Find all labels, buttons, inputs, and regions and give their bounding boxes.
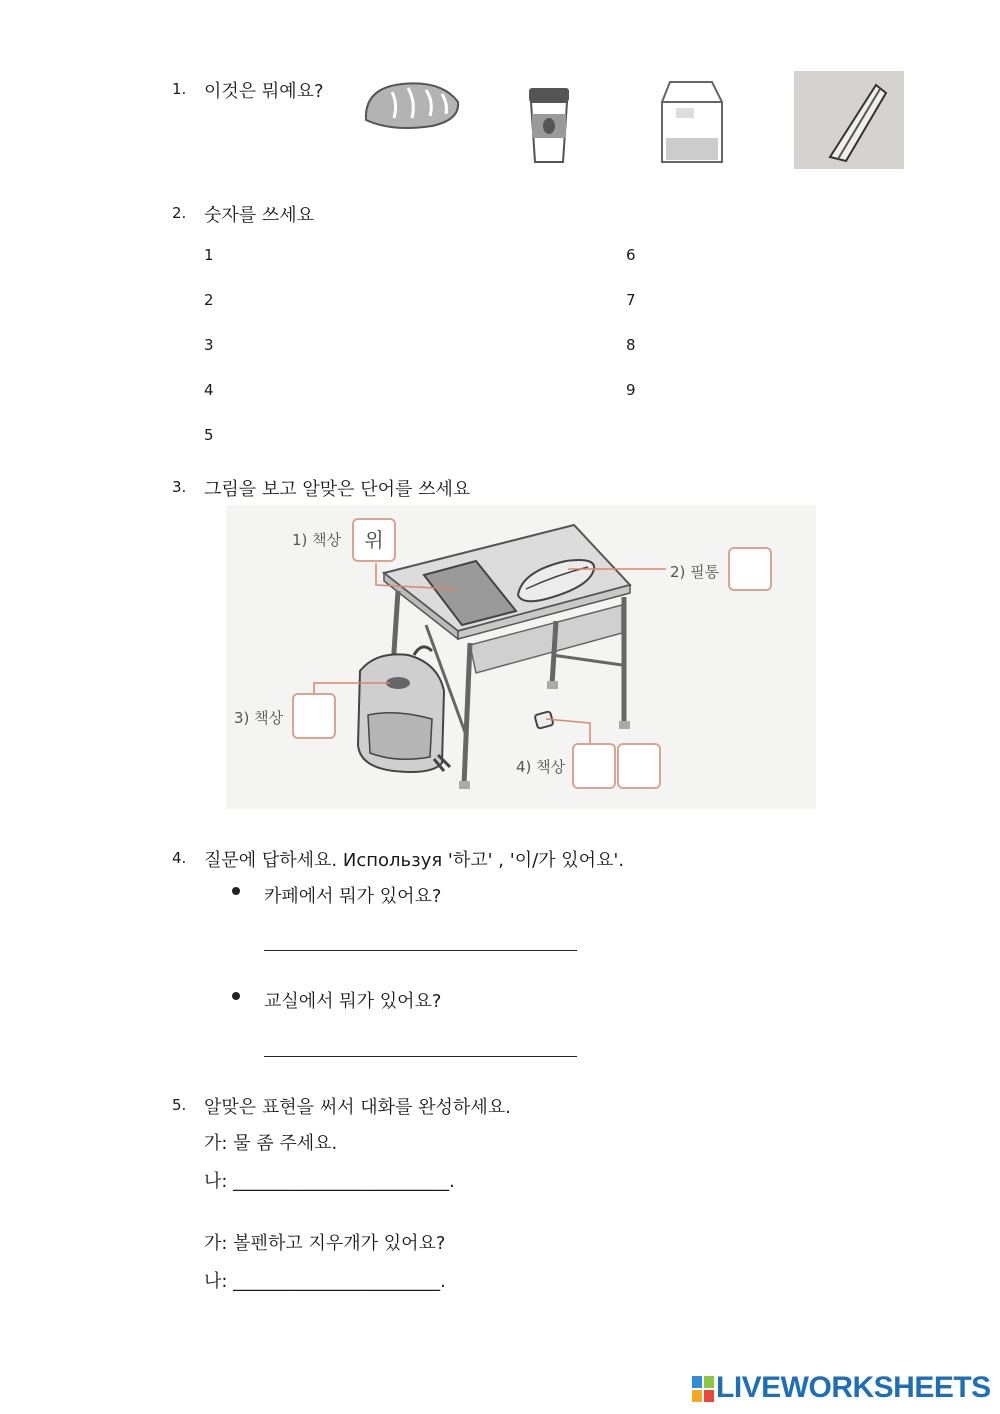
q4-number: 4. (172, 849, 187, 867)
dialogue-2-b[interactable]: 나: _______________________. (204, 1271, 446, 1292)
bullet-icon (232, 887, 240, 895)
number-7: 7 (626, 291, 636, 309)
bread-image (362, 80, 462, 132)
q3-number: 3. (172, 478, 187, 496)
q4-bullet-2: 교실에서 뭐가 있어요? (264, 991, 442, 1012)
number-3: 3 (204, 336, 214, 354)
number-5: 5 (204, 426, 214, 444)
answer-box-4a[interactable] (572, 743, 616, 789)
label-4: 4) 책상 (516, 758, 566, 776)
label-3: 3) 책상 (234, 709, 284, 727)
liveworksheets-logo-icon (692, 1376, 714, 1402)
answer-box-3[interactable] (292, 693, 336, 739)
label-1: 1) 책상 (292, 531, 342, 549)
answer-box-2[interactable] (728, 547, 772, 591)
desk-illustration (226, 505, 816, 809)
answer-box-4b[interactable] (617, 743, 661, 789)
q1-text: 이것은 뭐예요? (204, 81, 324, 102)
liveworksheets-logo-text: LIVEWORKSHEETS (716, 1371, 991, 1404)
coffee-cup-image (523, 86, 575, 166)
bullet-icon (232, 992, 240, 1000)
milk-carton-image (656, 78, 726, 166)
dialogue-1-a: 가: 물 좀 주세요. (204, 1133, 338, 1154)
q4-text: 질문에 답하세요. Используя '하고' , '이/가 있어요'. (204, 850, 625, 871)
dialogue-1-b[interactable]: 나: ________________________. (204, 1171, 455, 1192)
q5-text: 알맞은 표현을 써서 대화를 완성하세요. (204, 1097, 511, 1118)
q2-text: 숫자를 쓰세요 (204, 205, 315, 226)
q2-number: 2. (172, 204, 187, 222)
number-8: 8 (626, 336, 636, 354)
answer-box-1: 위 (352, 518, 396, 562)
q4-bullet-1: 카페에서 뭐가 있어요? (264, 886, 442, 907)
number-4: 4 (204, 381, 214, 399)
answer-line-2[interactable] (264, 1056, 577, 1057)
label-2: 2) 필통 (670, 563, 720, 581)
number-2: 2 (204, 291, 214, 309)
q3-text: 그림을 보고 알맞은 단어를 쓰세요 (204, 479, 471, 500)
dialogue-2-a: 가: 볼펜하고 지우개가 있어요? (204, 1233, 446, 1254)
answer-line-1[interactable] (264, 950, 577, 951)
number-9: 9 (626, 381, 636, 399)
q1-number: 1. (172, 80, 187, 98)
q5-number: 5. (172, 1096, 187, 1114)
number-1: 1 (204, 246, 214, 264)
number-6: 6 (626, 246, 636, 264)
sandwich-image (794, 71, 904, 169)
